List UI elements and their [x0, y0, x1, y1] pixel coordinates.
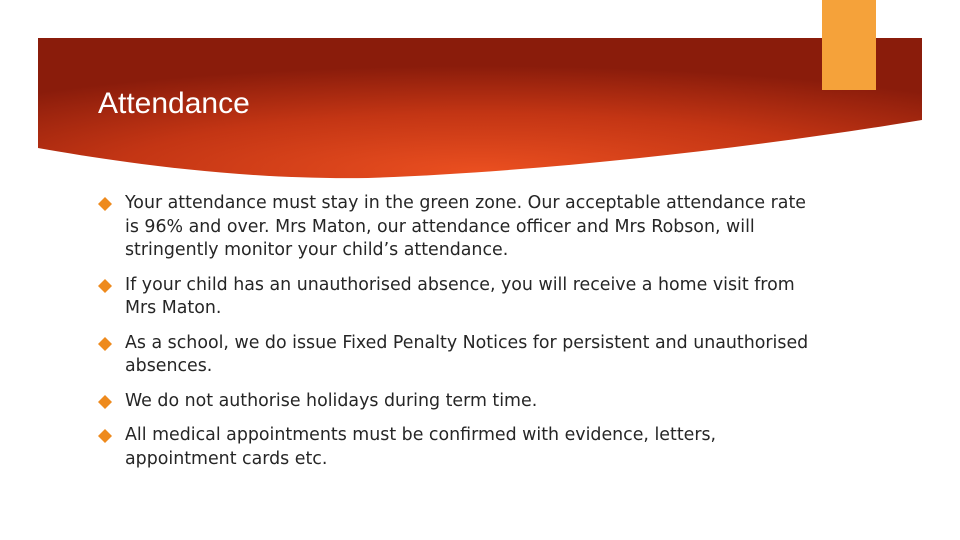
list-item — [96, 332, 816, 379]
diamond-bullet-icon — [98, 337, 112, 351]
bullet-text: All medical appointments must be confirmed with evidence, letters, appointment cards etc. — [125, 425, 717, 469]
list-item — [96, 274, 816, 321]
slide-title: Attendance — [98, 87, 250, 120]
bullet-text: As a school, we do issue Fixed Penalty Notices for persistent and unauthorised absences. — [125, 332, 809, 376]
bullet-text: If your child has an unauthorised absence, you will receive a home visit from Mrs Maton. — [125, 274, 795, 318]
bullet-text: We do not authorise holidays during term time. — [125, 390, 538, 411]
diamond-bullet-icon — [98, 429, 112, 443]
diamond-bullet-icon — [98, 395, 112, 409]
list-item — [96, 192, 816, 263]
diamond-bullet-icon — [98, 197, 112, 211]
list-item — [96, 424, 816, 471]
bullet-list — [96, 192, 816, 482]
list-item — [96, 390, 816, 414]
diamond-bullet-icon — [98, 279, 112, 293]
bullet-text: Your attendance must stay in the green zone. Our acceptable attendance rate is 96% and over. Mrs Maton, our attendance officer and Mrs Robson, will stringently monitor your child’s attendance. — [125, 193, 806, 260]
accent-tab — [822, 0, 876, 90]
